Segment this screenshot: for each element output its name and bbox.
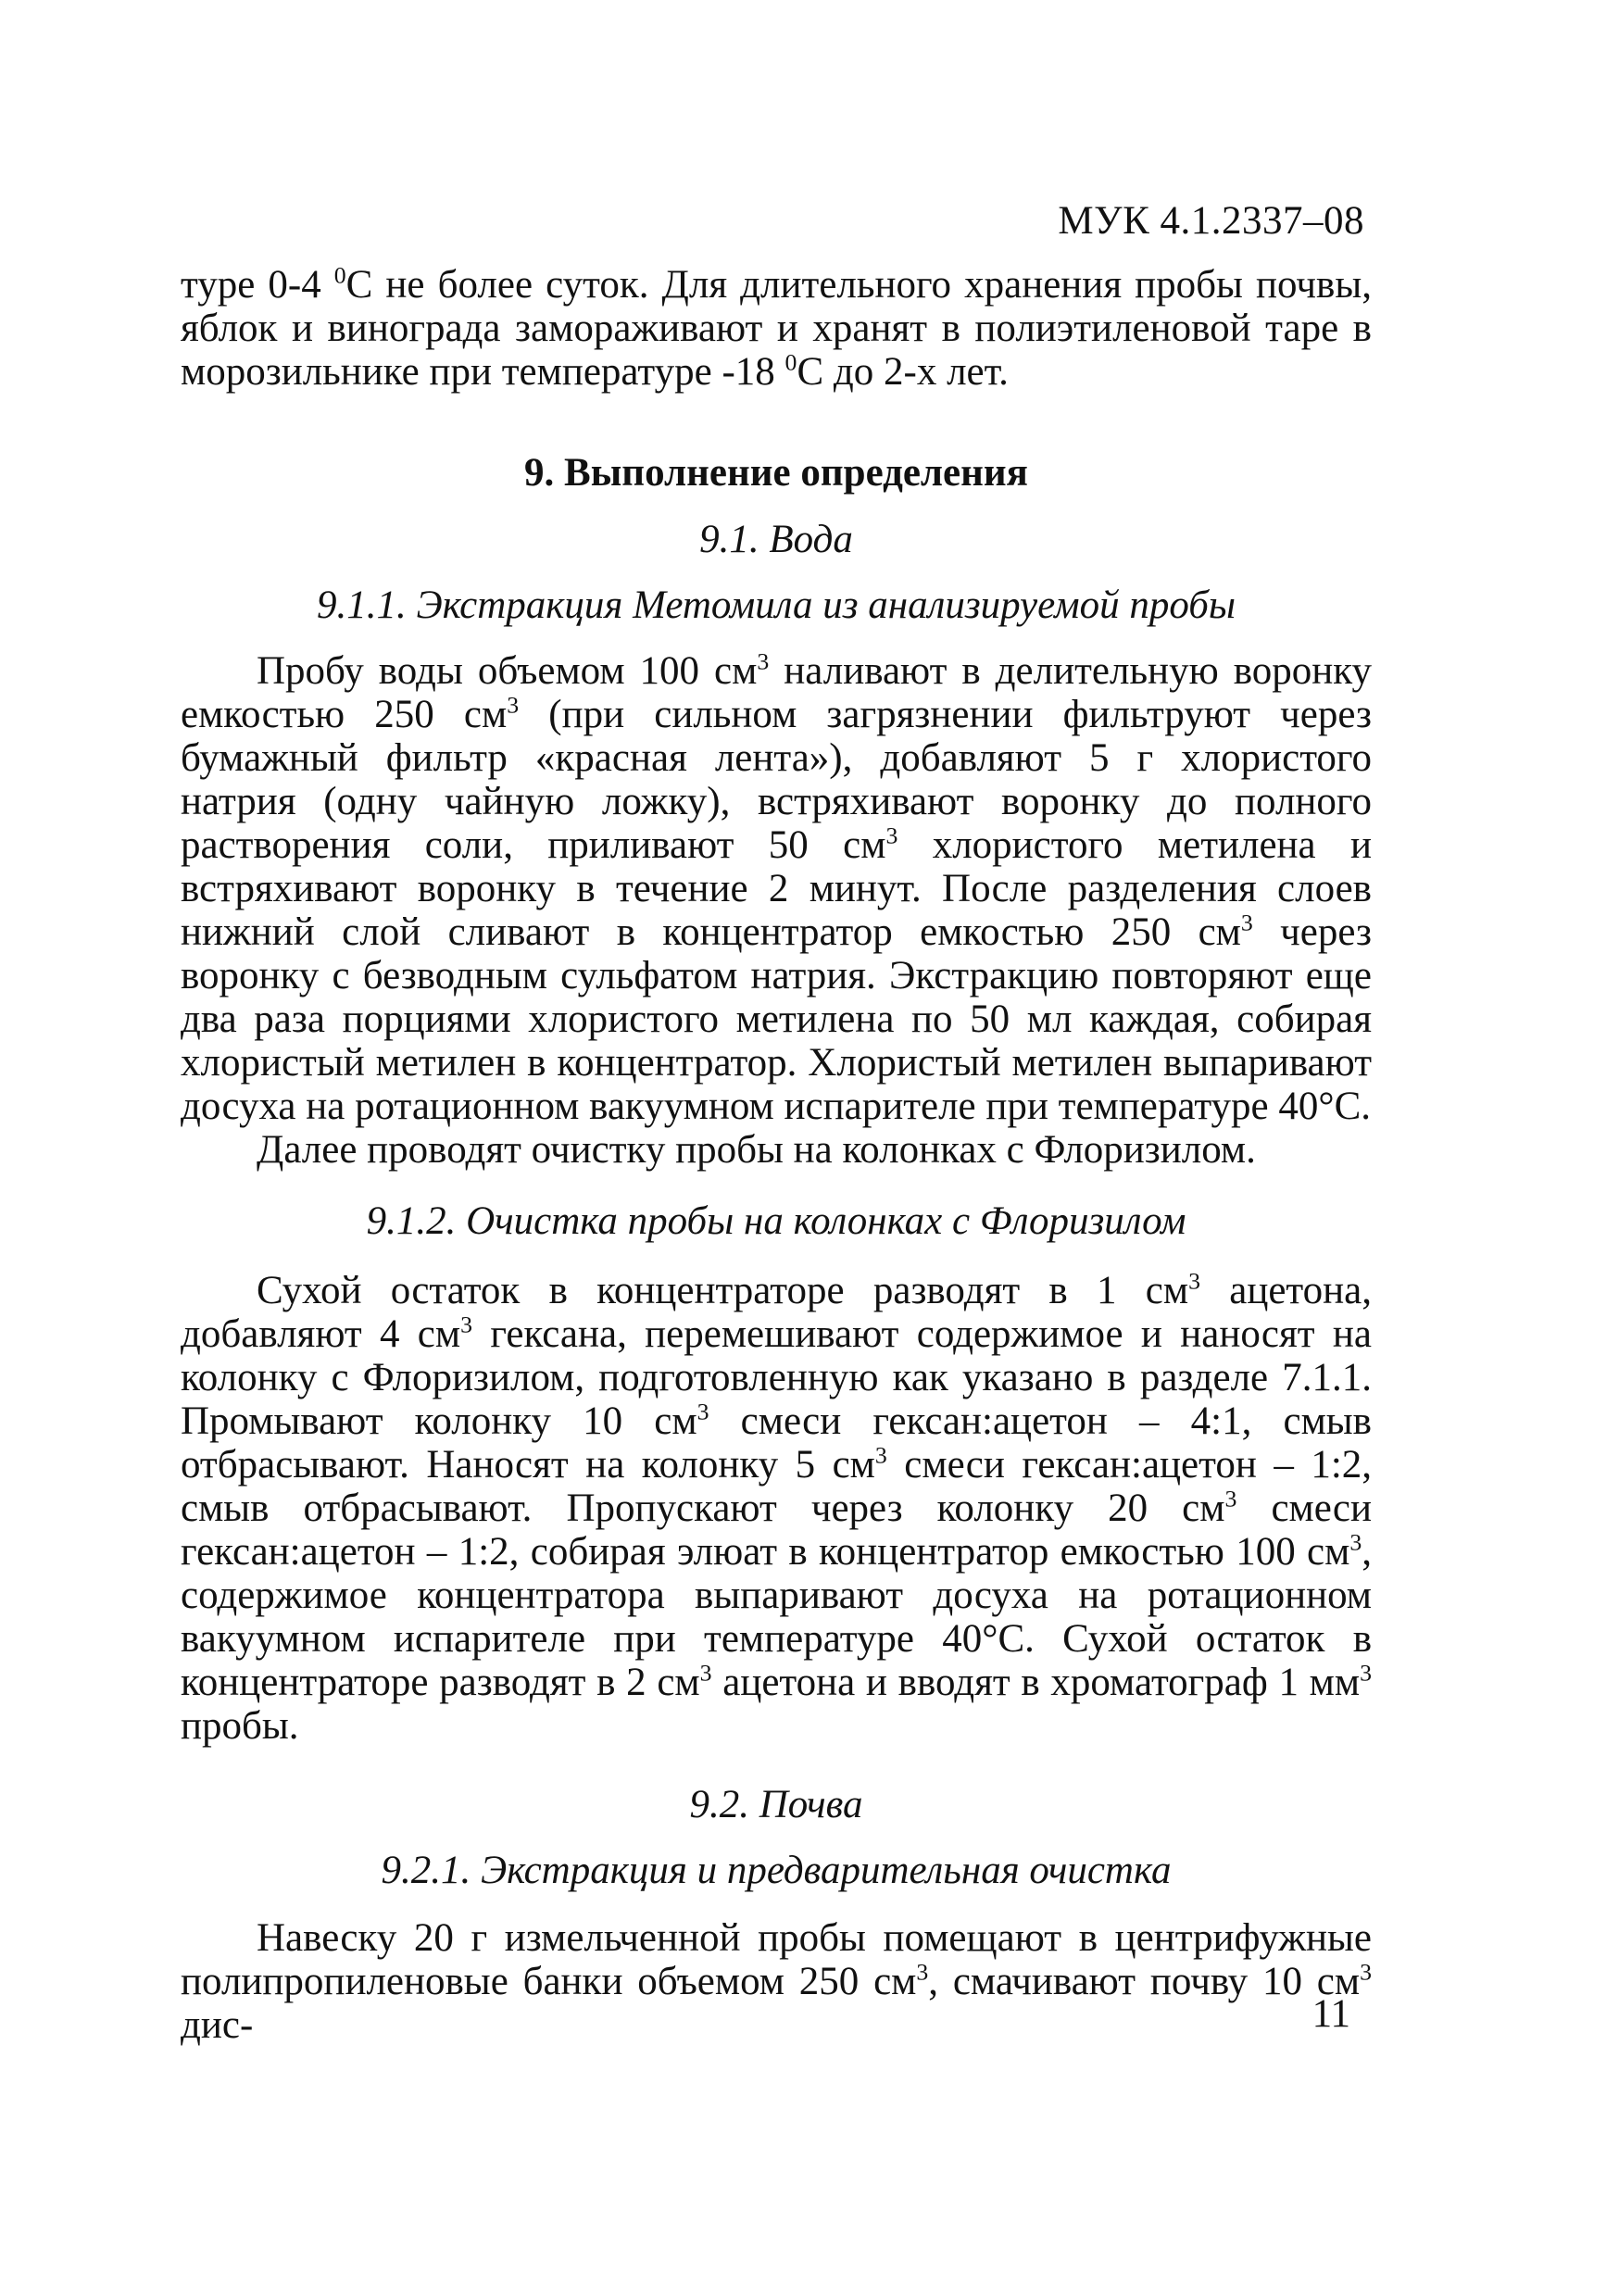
section-9-1-2-title: 9.1.2. Очистка пробы на колонках с Флоризилом bbox=[366, 1199, 1186, 1243]
section-9-1-1-title: 9.1.1. Экстракция Метомила из анализируемой пробы bbox=[316, 583, 1236, 627]
section-9-1-1-paragraph-2: Далее проводят очистку пробы на колонках с Флоризилом. bbox=[257, 1128, 1256, 1172]
section-9-1-title: 9.1. Вода bbox=[699, 518, 853, 561]
section-9-1-1-paragraph-1: Пробу воды объемом 100 $см^3$ наливают в делительную воронку емкостью 250 $см^3$ (при сильном загрязнении фильтруют через бумажный фильтр «красная лента»), добавляют 5 г хлористого натрия (одну чайную ложку), встряхивают воронку до полного растворения соли, приливают 50 $см^3$ хлористого метилена и встряхивают воронку в течение 2 минут. После разделения слоев нижний слой сливают в концентратор емкостью 250 $см^3$ через воронку с безводным сульфатом натрия. Экстракцию повторяют еще два раза порциями хлористого метилена по 50 мл каждая, собирая хлористый метилен в концентратор. Хлористый метилен выпаривают досуха на ротационном вакуумном испарителе при температуре 40°С. bbox=[181, 647, 1372, 1128]
intro-paragraph: туре 0-4 $^0$С не более суток. Для длительного хранения пробы почвы, яблок и винограда замораживают и хранят в полиэтиленовой таре в морозильнике при температуре -18 $^0$С до 2-х лет. bbox=[181, 261, 1372, 394]
document-code-header: МУК 4.1.2337–08 bbox=[1058, 199, 1364, 243]
section-9-title: 9. Выполнение определения bbox=[524, 451, 1028, 495]
page-number: 11 bbox=[1312, 1992, 1350, 2036]
page-content bbox=[181, 263, 1372, 2047]
section-9-2-title: 9.2. Почва bbox=[689, 1783, 863, 1826]
section-9-2-1-paragraph-1: Навеску 20 г измельченной пробы помещают в центрифужные полипропиленовые банки объемом 250 $см^3$, смачивают почву 10 $см^3$ дис- bbox=[181, 1916, 1372, 2047]
section-9-1-2-paragraph-1: Сухой остаток в концентраторе разводят в 1 $см^3$ ацетона, добавляют 4 $см^3$ гексана, перемешивают содержимое и наносят на колонку с Флоризилом, подготовленную как указано в разделе 7.1.1. Промывают колонку 10 $см^3$ смеси гексан:ацетон – 4:1, смыв отбрасывают. Наносят на колонку 5 $см^3$ смеси гексан:ацетон – 1:2, смыв отбрасывают. Пропускают через колонку 20 $см^3$ смеси гексан:ацетон – 1:2, собирая элюат в концентратор емкостью 100 $см^3$, содержимое концентратора выпаривают досуха на ротационном вакуумном испарителе при температуре 40°С. Сухой остаток в концентраторе разводят в 2 $см^3$ ацетона и вводят в хроматограф 1 $мм^3$ пробы. bbox=[181, 1267, 1373, 1748]
section-9-2-1-title: 9.2.1. Экстракция и предварительная очистка bbox=[381, 1849, 1172, 1892]
